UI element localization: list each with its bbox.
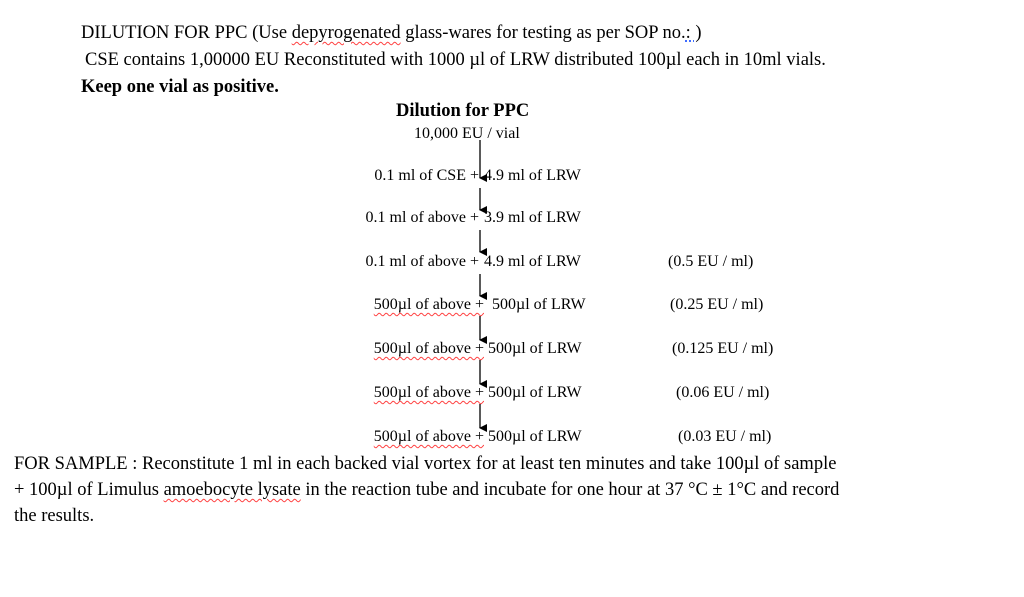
step-3-left: 0.1 ml of above + [365, 253, 479, 270]
sample-line-2-b: amoebocyte lysate [163, 480, 301, 500]
step-3-right: 4.9 ml of LRW [484, 253, 581, 270]
header-line-3: Keep one vial as positive. [81, 77, 279, 97]
header-line-1-c: glass-wares for testing as per SOP no. [400, 23, 686, 43]
step-4-right: 500µl of LRW [492, 296, 586, 313]
step-6-concentration: (0.06 EU / ml) [676, 384, 770, 401]
sample-line-1: FOR SAMPLE : Reconstitute 1 ml in each backed vial vortex for at least ten minutes and take 100µl of sample [14, 454, 837, 474]
step-7-concentration: (0.03 EU / ml) [678, 428, 772, 445]
header-line-1-d: : ) [685, 23, 702, 43]
sample-line-2-a: + 100µl of Limulus [14, 480, 164, 500]
sample-line-3: the results. [14, 506, 95, 526]
step-5-concentration: (0.125 EU / ml) [672, 340, 774, 357]
header-line-1 [81, 22, 702, 44]
header-line-2: CSE contains 1,00000 EU Reconstituted with 1000 µl of LRW distributed 100µl each in 10ml vials. [85, 50, 826, 70]
step-2-right: 3.9 ml of LRW [484, 209, 581, 226]
flow-start: 10,000 EU / vial [414, 125, 520, 142]
step-7-left [374, 427, 484, 447]
flow-title: Dilution for PPC [396, 101, 530, 121]
step-6-right: 500µl of LRW [488, 384, 582, 401]
sample-line-2-c: in the reaction tube and incubate for one hour at 37 °C ± 1°C and record [300, 480, 840, 500]
step-3-concentration: (0.5 EU / ml) [668, 253, 754, 270]
header-line-1-a: DILUTION FOR PPC (Use [81, 23, 292, 43]
step-6-left-text: 500µl of above + [373, 384, 484, 401]
step-1-left: 0.1 ml of CSE + [374, 167, 479, 184]
step-5-left-text: 500µl of above + [373, 340, 484, 357]
step-4-concentration: (0.25 EU / ml) [670, 296, 764, 313]
step-1-right: 4.9 ml of LRW [484, 167, 581, 184]
step-7-right: 500µl of LRW [488, 428, 582, 445]
step-2-left: 0.1 ml of above + [365, 209, 479, 226]
step-5-right: 500µl of LRW [488, 340, 582, 357]
step-7-left-text: 500µl of above + [373, 428, 484, 445]
step-5-left [374, 339, 484, 359]
sample-line-2 [14, 479, 839, 501]
step-4-left-text: 500µl of above + [373, 296, 484, 313]
step-4-left [374, 295, 484, 315]
header-line-1-b: depyrogenated [291, 23, 401, 43]
step-6-left [374, 383, 484, 403]
